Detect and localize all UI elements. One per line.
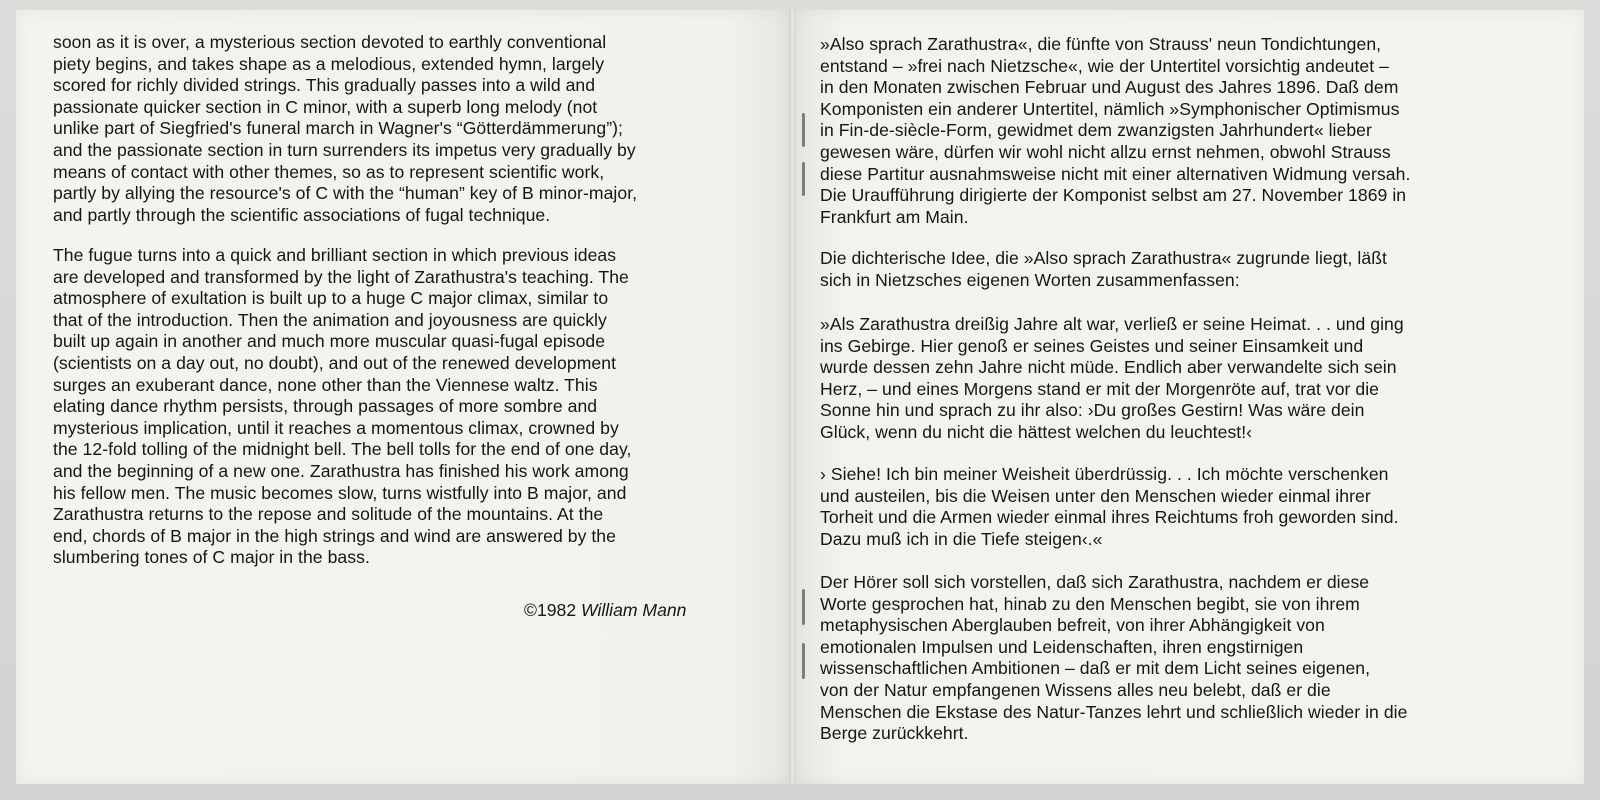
right-page-text-4: [820, 464, 1560, 550]
staple-bottom-2: [802, 643, 805, 679]
staple-top-1: [802, 113, 805, 147]
copyright-year: ©1982: [524, 600, 577, 620]
staple-top-2: [802, 162, 805, 196]
right-paragraph-3: »Als Zarathustra dreißig Jahre alt war, verließ er seine Heimat. . . und ging ins Gebirge. Hier genoß er seines Geistes und seiner Einsamkeit und wurde dessen zehn Jahre nicht müde. Endlich aber verwandelte sich sein Herz, – und eines Morgens stand er mit der Morgenröte auf, trat vor die Sonne hin und sprach zu ihr also: ›Du großes Gestirn! Was wäre dein Glück, wenn du nicht die hättest welchen du leuchtest!‹: [820, 314, 1404, 442]
left-page-text: [53, 32, 777, 226]
right-paragraph-5: Der Hörer soll sich vorstellen, daß sich Zarathustra, nachdem er diese Worte gesprochen hat, hinab zu den Menschen begibt, sie von ihrem metaphysischen Aberglauben befreit, von ihrer Abhängigkeit von emotionalen Impulsen und Leidenschaften, ihren engstirnigen wissenschaftlichen Ambitionen – daß er mit dem Licht seines eigenen, von der Natur empfangenen Wissens alles neu belebt, daß er die Menschen die Ekstase des Natur-Tanzes lehrt und schließlich wieder in die Berge zurückkehrt.: [820, 572, 1408, 744]
staple-bottom-1: [802, 589, 805, 625]
right-paragraph-1: »Also sprach Zarathustra«, die fünfte von Strauss' neun Tondichtungen, entstand – »frei nach Nietzsche«, wie der Untertitel vorsichtig andeutet – in den Monaten zwischen Februar und August des Jahres 1896. Daß dem Komponisten ein anderer Untertitel, nämlich »Symphonischer Optimismus in Fin-de-siècle-Form, gewidmet dem zwanzigsten Jahrhundert« lieber gewesen wäre, dürfen wir wohl nicht allzu ernst nehmen, obwohl Strauss diese Partitur ausnahmsweise nicht mit einer alternativen Widmung versah. Die Uraufführung dirigierte der Komponist selbst am 27. November 1869 in Frankfurt am Main.: [820, 34, 1411, 227]
right-page-text-1: [820, 34, 1560, 228]
left-paragraph-2: The fugue turns into a quick and brilliant section in which previous ideas are developed and transformed by the light of Zarathustra's teaching. The atmosphere of exultation is built up to a huge C major climax, similar to that of the introduction. Then the animation and joyousness are quickly built up again in another and much more muscular quasi-fugal episode (scientists on a day out, no doubt), and out of the renewed development surges an exuberant dance, none other than the Viennese waltz. This elating dance rhythm persists, through passages of more sombre and mysterious implication, until it reaches a momentous climax, crowned by the 12-fold tolling of the midnight bell. The bell tolls for the end of one day, and the beginning of a new one. Zarathustra has finished his work among his fellow men. The music becomes slow, turns wistfully into B major, and Zarathustra returns to the repose and solitude of the mountains. At the end, chords of B major in the high strings and wind are answered by the slumbering tones of C major in the bass.: [53, 245, 632, 568]
right-page-text-5: [820, 572, 1560, 745]
copyright-author: William Mann: [581, 600, 687, 620]
right-page-text-3: [820, 314, 1560, 444]
right-page: [796, 10, 1584, 784]
right-page-text-2: [820, 248, 1560, 291]
left-paragraph-1: soon as it is over, a mysterious section devoted to earthly conventional piety begins, and takes shape as a melodious, extended hymn, largely scored for richly divided strings. This gradually passes into a wild and passionate quicker section in C minor, with a superb long melody (not unlike part of Siegfried's funeral march in Wagner's “Götterdämmerung”); and the passionate section in turn surrenders its impetus very gradually by means of contact with other themes, so as to represent scientific work, partly by allying the resource's of C with the “human” key of B minor-major, and partly through the scientific associations of fugal technique.: [53, 32, 638, 225]
left-page: [16, 10, 790, 784]
right-paragraph-4: › Siehe! Ich bin meiner Weisheit überdrüssig. . . Ich möchte verschenken und austeilen, bis die Weisen unter den Menschen wieder einmal ihrer Torheit und die Armen wieder einmal ihres Reichtums froh geworden sind. Dazu muß ich in die Tiefe steigen‹.«: [820, 464, 1399, 549]
copyright-line: [524, 600, 686, 621]
right-paragraph-2: Die dichterische Idee, die »Also sprach Zarathustra« zugrunde liegt, läßt sich in Nietzsches eigenen Worten zusammenfassen:: [820, 248, 1387, 290]
left-page-text-2: [53, 245, 777, 569]
